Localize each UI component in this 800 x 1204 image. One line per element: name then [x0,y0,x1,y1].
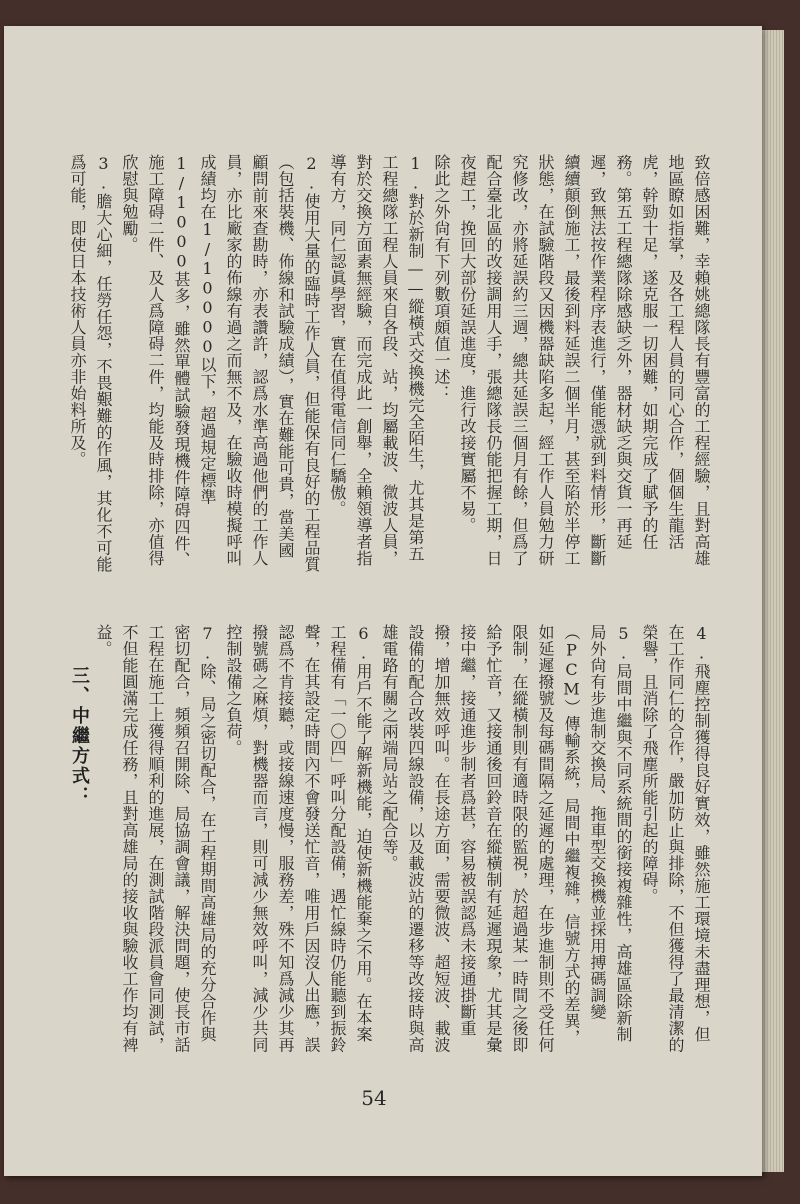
lower-text-block [94,624,714,1054]
paragraph: 2.使用大量的臨時工作人員，但能保有良好的工程品質（包括裝機、佈線和試驗成績），實在難能可貴，當美國顧問前來查勘時，亦表讚許，認爲水準高過他們的工作人員，亦比廠家的佈線有過之而無不及，在驗收時模擬呼叫成績均在1/10000以下，超過規定標準1/1000甚多，雖然單體試驗發現機件障碍四件、施工障碍二件、及人爲障碍二件，均能及時排除，亦值得欣慰與勉勵。 [120,154,321,573]
paragraph: 除此之外尙有下列數項頗值一述： [432,154,451,402]
paragraph: 1.對於新制——縱橫式交換機完全陌生，尤其是第五工程總隊工程人員來自各段、站，均屬載波、微波人員，對於交換方面素無經驗，而完成此一創舉，全賴領導者指導有方，同仁認眞學習，實在值得電信同仁驕傲。 [328,154,425,567]
paragraph: 5.局間中繼與不同系統間的銜接複雜性，高雄區除新制局外尙有步進制交換局、拖車型交換機並採用搏碼調變（PCM）傳輸系統，局間中繼複雜，信號方式的差異，如延遲撥號及每碼間隔之延遲的處理，在步進制則不受任何限制，在縱橫制則有適時限的監視，於超過某一時間之後即給予忙音，又接通後回鈴音在縱橫制有延遲現象，尤其是彙接中繼，接通進步制者爲甚，容易被誤認爲未接通掛斷重撥，增加無效呼叫。在長途方面，需要微波、超短波、載波設備的配合改裝四線設備，以及載波站的遷移等改接時與高雄電路有關之兩端局站之配合等。 [380,624,633,1053]
paragraph: 7.除、局之密切配合，在工程期間高雄局的充分合作與密切配合，頻頻召開除、局協調會議，解決問題，使長市話工程在施工上獲得順利的進展，在測試階段派員會同測試，不但能圓滿完成任務，且對高雄局的接收與驗收工作均有裨益。 [94,624,217,1053]
paragraph: 3.膽大心細，任勞任怨，不畏艱難的作風，其化不可能爲可能，即使日本技術人員亦非始料所及。 [68,154,113,573]
paragraph: 致倍感困難，幸賴姚總隊長有豐富的工程經驗，且對高雄地區瞭如指掌，及各工程人員的同心合作，個個生龍活虎，幹勁十足，遂克服一切困難，如期完成了賦予的任務。第五工程總隊除感缺乏外，器材缺乏與交貨一再延遲，致無法按作業程序表進行，僅能憑就到料情形，斷斷續續顛倒施工，最後到料延誤二個半月，甚至陷於半停工狀態，在試驗階段又因機器缺陷多起，經工作人員勉力研究修改，亦將延誤約三週，總共延誤三個月有餘，但爲了配合臺北區的改接調用人手，張總隊長仍能把握工期，日夜趕工，挽回大部份延誤進度，進行改接實屬不易。 [458,154,711,567]
page-number: 54 [361,1086,387,1110]
upper-text-block [48,154,714,574]
page-edge [762,30,784,1172]
paragraph: 6.用戶不能了解新機能，迫使新機能棄之不用。在本案工程備有「一〇四」呼叫分配設備，遇忙線時仍能聽到振鈴聲，在其設定時間內不會發送忙音，唯用戶因沒人出應，誤認爲不肯接聽，或接線速度慢，服務差，殊不知爲減少其再撥號碼之麻煩，對機器而言，則可減少無效呼叫，減少共同控制設備之負荷。 [224,624,373,1053]
book-page [4,26,762,1176]
section-heading: 三、中繼方式： [69,666,90,806]
paragraph: 4.飛塵控制獲得良好實效，雖然施工環境未盡理想，但在工作同仁的合作，嚴加防止與排除，不但獲得了最清潔的榮譽，且消除了飛塵所能引起的障碍。 [640,624,711,1053]
